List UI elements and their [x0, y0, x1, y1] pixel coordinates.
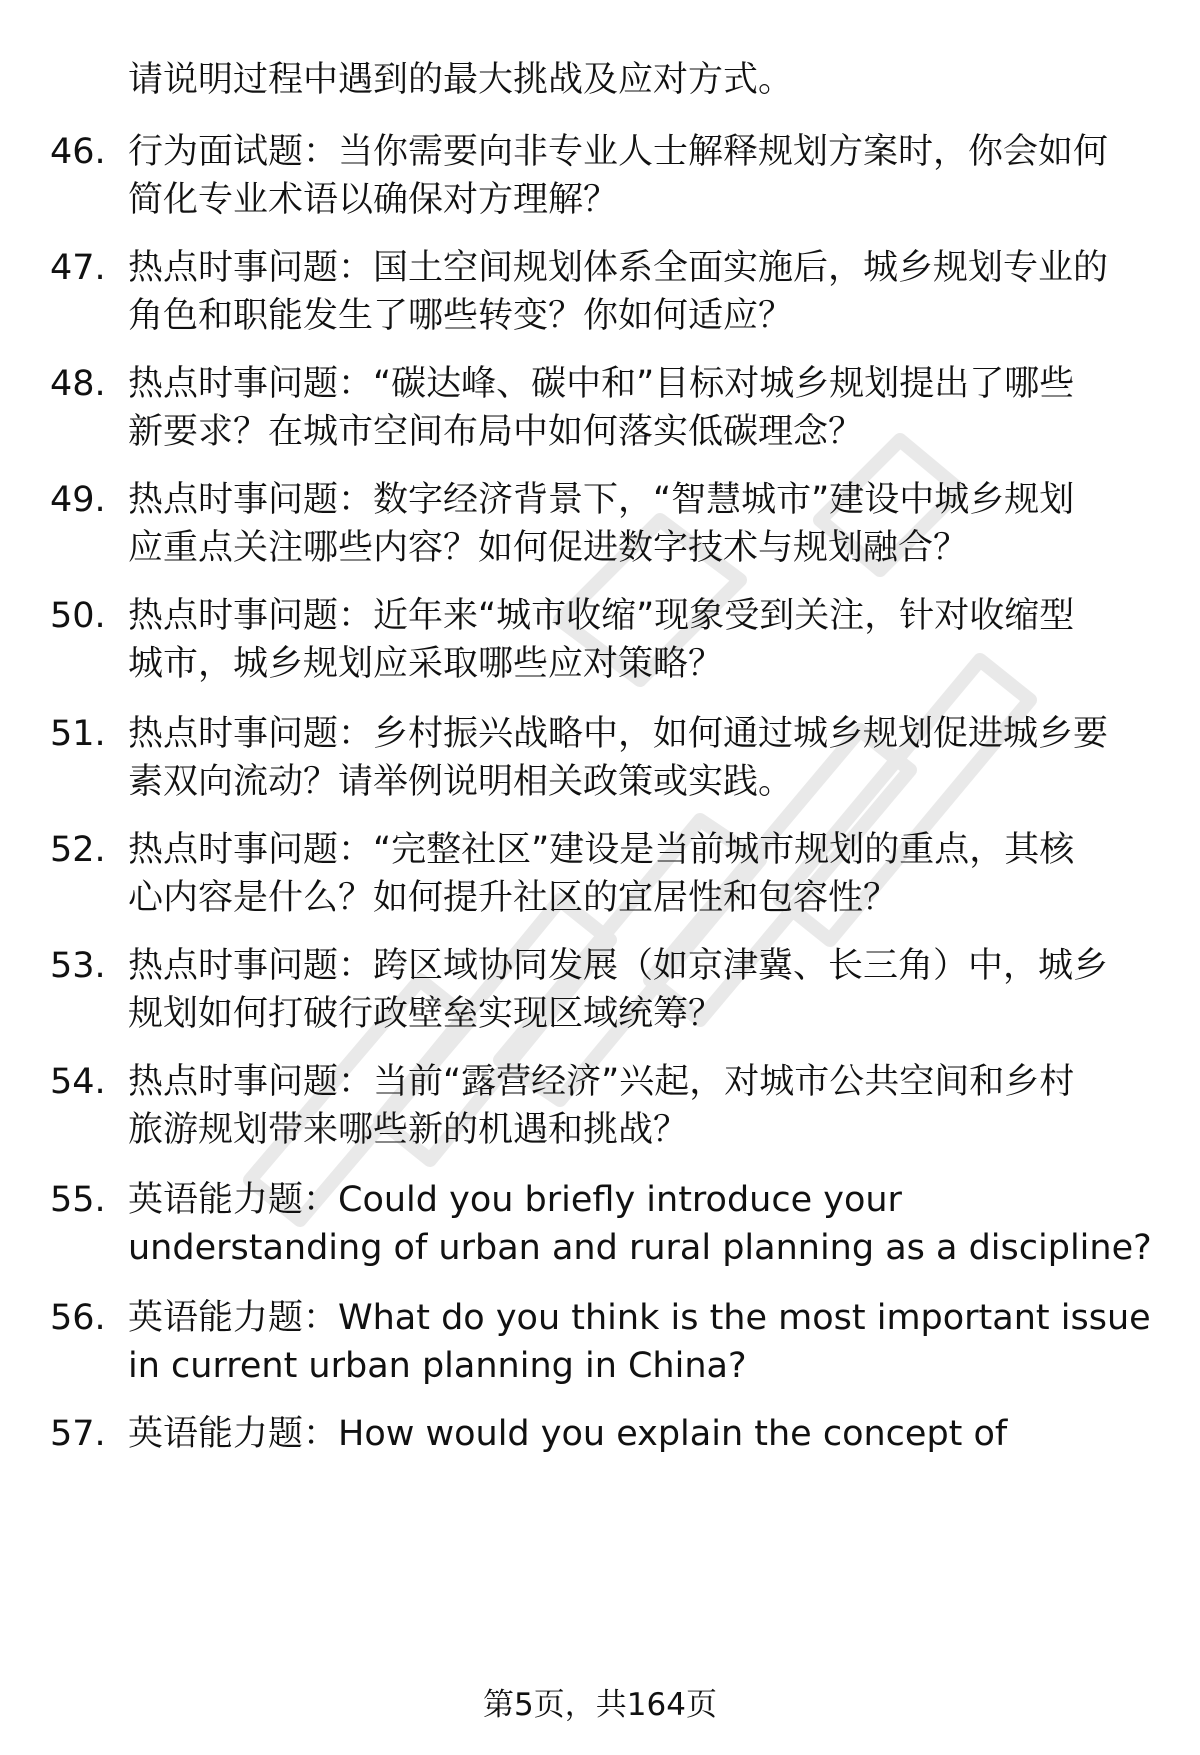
question-text-line: 热点时事问题：乡村振兴战略中，如何通过城乡规划促进城乡要	[128, 714, 1109, 754]
question-text-line: 热点时事问题：当前“露营经济”兴起，对城市公共空间和乡村	[128, 1062, 1075, 1102]
question-text	[128, 826, 1168, 922]
question-number: 47.	[50, 248, 106, 288]
question-text-line: 城市，城乡规划应采取哪些应对策略？	[128, 644, 724, 684]
question-text-line: 素双向流动？请举例说明相关政策或实践。	[128, 762, 794, 802]
question-text-line: 新要求？在城市空间布局中如何落实低碳理念？	[128, 412, 864, 452]
question-number: 57.	[50, 1414, 106, 1454]
question-text-line: 行为面试题：当你需要向非专业人士解释规划方案时，你会如何	[128, 132, 1109, 172]
question-text-line: 热点时事问题：近年来“城市收缩”现象受到关注，针对收缩型	[128, 596, 1075, 636]
question-number: 53.	[50, 946, 106, 986]
question-number: 54.	[50, 1062, 106, 1102]
question-text-line: 应重点关注哪些内容？如何促进数字技术与规划融合？	[128, 528, 969, 568]
question-text	[128, 942, 1168, 1038]
question-text	[128, 592, 1168, 688]
question-number: 52.	[50, 830, 106, 870]
question-text-line: 角色和职能发生了哪些转变？你如何适应？	[128, 296, 794, 336]
question-number: 48.	[50, 364, 106, 404]
question-text	[128, 710, 1168, 806]
question-number: 46.	[50, 132, 106, 172]
question-number: 55.	[50, 1180, 106, 1220]
question-text-line: 规划如何打破行政壁垒实现区域统筹？	[128, 994, 724, 1034]
question-text	[128, 476, 1168, 572]
question-text-line: 热点时事问题：数字经济背景下，“智慧城市”建设中城乡规划	[128, 480, 1075, 520]
question-text-line: 热点时事问题：国土空间规划体系全面实施后，城乡规划专业的	[128, 248, 1109, 288]
question-number: 49.	[50, 480, 106, 520]
question-text	[128, 244, 1168, 340]
question-text-line: 心内容是什么？如何提升社区的宜居性和包容性？	[128, 878, 899, 918]
question-text	[128, 128, 1168, 224]
question-text-line: 英语能力题：Could you briefly introduce your	[128, 1180, 902, 1220]
continued-question-line: 请说明过程中遇到的最大挑战及应对方式。	[128, 60, 794, 100]
page-footer: 第5页，共164页	[483, 1687, 717, 1723]
question-text-line: 热点时事问题：“碳达峰、碳中和”目标对城乡规划提出了哪些	[128, 364, 1075, 404]
question-text-line: 热点时事问题：跨区域协同发展（如京津冀、长三角）中，城乡	[128, 946, 1109, 986]
question-text	[128, 1294, 1168, 1390]
question-number: 56.	[50, 1298, 106, 1338]
question-text-line: 热点时事问题：“完整社区”建设是当前城市规划的重点，其核	[128, 830, 1075, 870]
question-text-line: 英语能力题：How would you explain the concept of	[128, 1414, 1008, 1454]
question-text-line: understanding of urban and rural planning as a discipline?	[128, 1228, 1152, 1268]
question-text-line: 英语能力题：What do you think is the most important issue	[128, 1298, 1151, 1338]
question-text	[128, 1176, 1168, 1272]
question-text-line: 简化专业术语以确保对方理解？	[128, 180, 619, 220]
question-text	[128, 360, 1168, 456]
question-text-line: in current urban planning in China?	[128, 1346, 747, 1386]
question-text	[128, 1058, 1168, 1154]
question-number: 50.	[50, 596, 106, 636]
question-text-line: 旅游规划带来哪些新的机遇和挑战？	[128, 1110, 689, 1150]
question-number: 51.	[50, 714, 106, 754]
question-text	[128, 1410, 1168, 1458]
